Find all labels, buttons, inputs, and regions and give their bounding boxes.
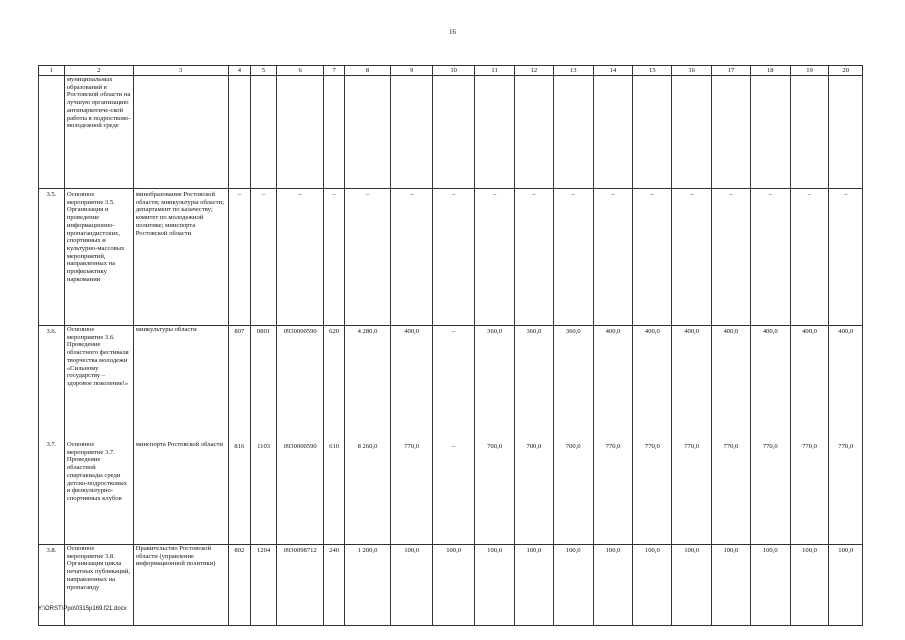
- funding-value-cell: 100,0: [391, 545, 433, 626]
- funding-value-cell: 100,0: [712, 545, 751, 626]
- column-number-6: 6: [277, 66, 324, 76]
- funding-value-cell: –: [593, 189, 633, 326]
- event-name-cell: муниципальных образований в Ростовской области на лучшую организацию антинаркотиче-ской работы в подростково-молодежной среде: [64, 76, 133, 189]
- funding-value-cell: –: [829, 189, 863, 326]
- column-number-20: 20: [829, 66, 863, 76]
- budget-code-cell: 610: [324, 441, 344, 545]
- funding-value-cell: –: [633, 189, 672, 326]
- funding-value-cell: [515, 76, 554, 189]
- budget-code-cell: –: [324, 189, 344, 326]
- funding-value-cell: –: [790, 189, 829, 326]
- funding-value-cell: –: [672, 189, 712, 326]
- column-number-2: 2: [64, 66, 133, 76]
- funding-value-cell: 100,0: [750, 545, 790, 626]
- funding-value-cell: 360,0: [515, 326, 554, 442]
- column-number-8: 8: [344, 66, 390, 76]
- funding-value-cell: 400,0: [672, 326, 712, 442]
- funding-value-cell: –: [750, 189, 790, 326]
- event-name-cell: Основное мероприятие 3.8. Организация цикла печатных публикаций, направленных на пропаганду: [64, 545, 133, 626]
- column-number-13: 13: [553, 66, 593, 76]
- row-number-cell: 3.8.: [39, 545, 65, 626]
- funding-value-cell: 100,0: [672, 545, 712, 626]
- column-number-15: 15: [633, 66, 672, 76]
- program-table: [38, 65, 863, 626]
- budget-code-cell: 807: [228, 326, 251, 442]
- budget-code-cell: 1103: [251, 441, 277, 545]
- funding-value-cell: 770,0: [593, 441, 633, 545]
- executor-cell: минобразование Ростовской области; минкультуры области; департамент по казачеству; комитет по молодежной политике; минспорта Ростовской области: [133, 189, 228, 326]
- executor-cell: Правительство Ростовской области (управление информационной политики): [133, 545, 228, 626]
- executor-cell: [133, 76, 228, 189]
- row-number-cell: 3.6.: [39, 326, 65, 442]
- budget-code-cell: 620: [324, 326, 344, 442]
- budget-code-cell: 0930098712: [277, 545, 324, 626]
- column-number-16: 16: [672, 66, 712, 76]
- column-number-header-row: [39, 66, 863, 76]
- funding-value-cell: 400,0: [712, 326, 751, 442]
- column-number-3: 3: [133, 66, 228, 76]
- funding-value-cell: [344, 76, 390, 189]
- column-number-19: 19: [790, 66, 829, 76]
- column-number-11: 11: [475, 66, 515, 76]
- column-number-5: 5: [251, 66, 277, 76]
- funding-value-cell: [553, 76, 593, 189]
- budget-code-cell: 816: [228, 441, 251, 545]
- funding-value-cell: 100,0: [829, 545, 863, 626]
- funding-value-cell: 400,0: [633, 326, 672, 442]
- funding-value-cell: 770,0: [391, 441, 433, 545]
- funding-value-cell: 400,0: [790, 326, 829, 442]
- funding-value-cell: 100,0: [593, 545, 633, 626]
- funding-value-cell: 770,0: [712, 441, 751, 545]
- funding-value-cell: –: [433, 326, 475, 442]
- document-path-footer: Y:\ORST\Ppo\0315p169.f21.docx: [38, 606, 127, 612]
- funding-value-cell: 700,0: [475, 441, 515, 545]
- funding-value-cell: 700,0: [553, 441, 593, 545]
- funding-value-cell: 4 280,0: [344, 326, 390, 442]
- funding-value-cell: 770,0: [633, 441, 672, 545]
- table-row: [39, 76, 863, 189]
- funding-value-cell: 700,0: [515, 441, 554, 545]
- executor-cell: минспорта Ростовской области: [133, 441, 228, 545]
- budget-code-cell: [277, 76, 324, 189]
- funding-value-cell: 400,0: [829, 326, 863, 442]
- funding-value-cell: 100,0: [475, 545, 515, 626]
- funding-value-cell: –: [391, 189, 433, 326]
- funding-value-cell: 360,0: [553, 326, 593, 442]
- funding-value-cell: 100,0: [553, 545, 593, 626]
- funding-value-cell: –: [433, 189, 475, 326]
- column-number-12: 12: [515, 66, 554, 76]
- budget-code-cell: –: [251, 189, 277, 326]
- funding-value-cell: [433, 76, 475, 189]
- funding-value-cell: 100,0: [433, 545, 475, 626]
- budget-code-cell: 1204: [251, 545, 277, 626]
- funding-value-cell: 770,0: [790, 441, 829, 545]
- funding-value-cell: 100,0: [515, 545, 554, 626]
- budget-code-cell: 802: [228, 545, 251, 626]
- funding-value-cell: [712, 76, 751, 189]
- funding-value-cell: [391, 76, 433, 189]
- column-number-18: 18: [750, 66, 790, 76]
- funding-value-cell: –: [475, 189, 515, 326]
- budget-code-cell: [228, 76, 251, 189]
- row-number-cell: 3.5.: [39, 189, 65, 326]
- table-row: [39, 441, 863, 545]
- funding-value-cell: –: [712, 189, 751, 326]
- event-name-cell: Основное мероприятие 3.5. Организация и проведение информационно-пропагандистских, спортивных и культурно-массовых мероприятий, направленных на профилактику наркомании: [64, 189, 133, 326]
- row-number-cell: [39, 76, 65, 189]
- executor-cell: минкультуры области: [133, 326, 228, 442]
- funding-value-cell: [829, 76, 863, 189]
- funding-value-cell: 8 260,0: [344, 441, 390, 545]
- funding-value-cell: 1 200,0: [344, 545, 390, 626]
- funding-value-cell: –: [515, 189, 554, 326]
- funding-value-cell: –: [433, 441, 475, 545]
- row-number-cell: 3.7.: [39, 441, 65, 545]
- column-number-17: 17: [712, 66, 751, 76]
- funding-value-cell: 770,0: [829, 441, 863, 545]
- funding-value-cell: 100,0: [790, 545, 829, 626]
- funding-value-cell: 400,0: [750, 326, 790, 442]
- budget-code-cell: –: [228, 189, 251, 326]
- event-name-cell: Основное мероприятие 3.6. Проведение областного фестиваля творчества молодежи «Сильному государству – здоровое поколение!»: [64, 326, 133, 442]
- column-number-14: 14: [593, 66, 633, 76]
- funding-value-cell: 400,0: [391, 326, 433, 442]
- funding-value-cell: [672, 76, 712, 189]
- funding-value-cell: 100,0: [633, 545, 672, 626]
- column-number-1: 1: [39, 66, 65, 76]
- column-number-7: 7: [324, 66, 344, 76]
- budget-code-cell: 0801: [251, 326, 277, 442]
- event-name-cell: Основное мероприятие 3.7. Проведение областной спартакиады среди детско-подростковых и физкультурно-спортивных клубов: [64, 441, 133, 545]
- funding-value-cell: [633, 76, 672, 189]
- funding-value-cell: 770,0: [672, 441, 712, 545]
- funding-value-cell: [593, 76, 633, 189]
- budget-code-cell: 0930000590: [277, 326, 324, 442]
- funding-value-cell: [790, 76, 829, 189]
- budget-code-cell: [251, 76, 277, 189]
- funding-value-cell: –: [553, 189, 593, 326]
- funding-value-cell: [475, 76, 515, 189]
- funding-value-cell: 770,0: [750, 441, 790, 545]
- funding-value-cell: 360,0: [475, 326, 515, 442]
- column-number-9: 9: [391, 66, 433, 76]
- funding-value-cell: –: [344, 189, 390, 326]
- funding-value-cell: 400,0: [593, 326, 633, 442]
- budget-code-cell: –: [277, 189, 324, 326]
- table-row: [39, 326, 863, 442]
- budget-code-cell: [324, 76, 344, 189]
- table-row: [39, 545, 863, 626]
- column-number-10: 10: [433, 66, 475, 76]
- budget-code-cell: 0930000590: [277, 441, 324, 545]
- budget-code-cell: 240: [324, 545, 344, 626]
- page-number: 16: [449, 28, 456, 36]
- table-row: [39, 189, 863, 326]
- funding-value-cell: [750, 76, 790, 189]
- column-number-4: 4: [228, 66, 251, 76]
